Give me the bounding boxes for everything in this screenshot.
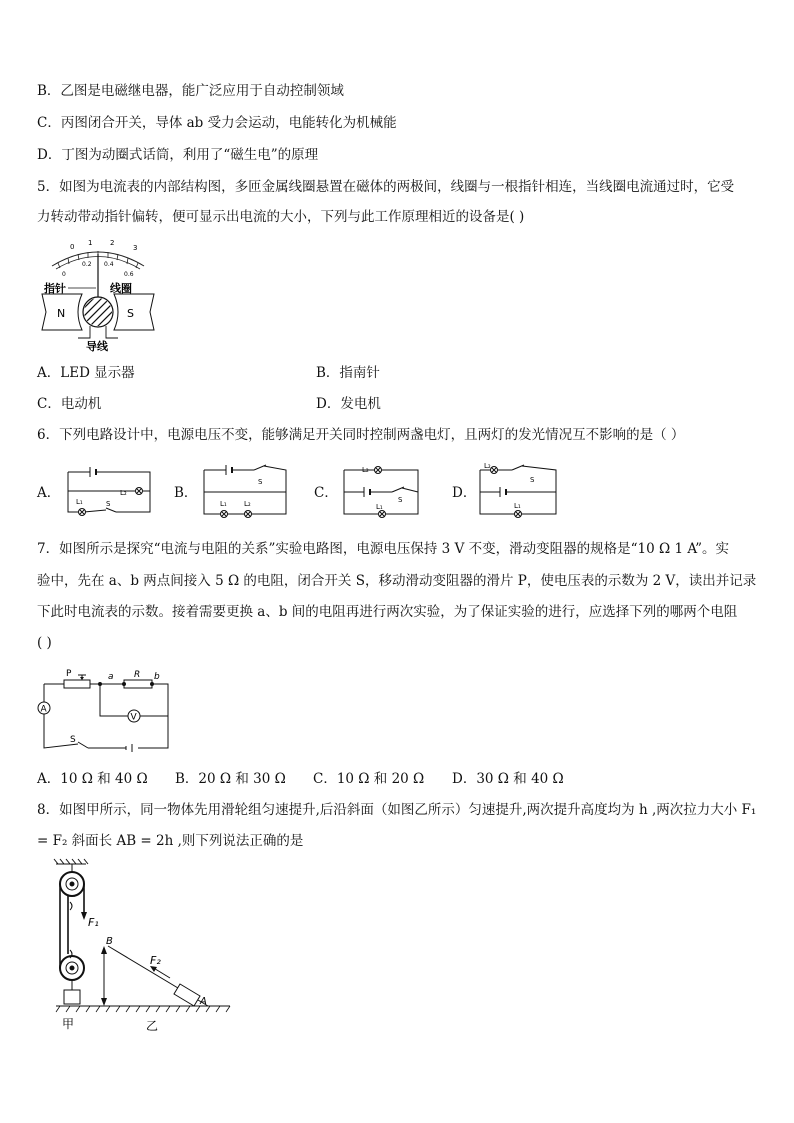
switch-label: S <box>258 478 263 486</box>
wire-label: 导线 <box>86 340 108 353</box>
q6-circuit-a <box>64 464 154 522</box>
ammeter-symbol: A <box>40 704 47 715</box>
switch-label: S <box>106 500 111 508</box>
q6-option-c-letter: C． <box>314 485 338 501</box>
lamp-l1-label: L₁ <box>220 500 227 508</box>
q5-option-a: A．LED 显示器 <box>37 365 135 381</box>
lamp-l1-label: L₁ <box>376 503 383 511</box>
q5-stem-line2: 力转动带动指针偏转，便可显示出电流的大小，下列与此工作原理相近的设备是( ) <box>37 209 525 225</box>
q5-option-c: C．电动机 <box>37 396 102 412</box>
lamp-l2-label: L₂ <box>244 500 251 508</box>
q6-option-a-letter: A． <box>37 485 61 501</box>
q6-option-b-letter: B． <box>174 485 198 501</box>
figure-yi-label: 乙 <box>146 1019 159 1033</box>
ammeter-structure-figure <box>38 236 158 354</box>
q6-circuit-b <box>198 462 290 522</box>
coil-label: 线圈 <box>110 282 132 295</box>
q4-option-c: C．丙图闭合开关，导体 ab 受力会运动，电能转化为机械能 <box>37 115 397 131</box>
q7-option-c: C．10 Ω 和 20 Ω <box>313 771 425 787</box>
q8-stem-line2: = F₂ 斜面长 AB = 2h ,则下列说法正确的是 <box>37 833 304 849</box>
q7-stem-line1: 7．如图所示是探究“电流与电阻的关系”实验电路图，电源电压保持 3 V 不变，滑动变阻器的规格是“10 Ω 1 A”。实 <box>37 541 730 557</box>
q7-stem-line3: 下此时电流表的示数。接着需要更换 a、b 间的电阻再进行两次实验，为了保证实验的进行，应选择下列的哪两个电阻 <box>37 604 738 620</box>
scale-top-0: 0 <box>70 243 75 251</box>
switch-s-label: S <box>70 735 76 745</box>
slider-p-label: P <box>66 669 72 679</box>
point-b-label: b <box>154 672 160 682</box>
lamp-l1-label: L₁ <box>514 502 521 510</box>
force-f2-label: F₂ <box>150 954 161 967</box>
q7-stem-line4: ( ) <box>37 635 52 651</box>
force-f1-label: F₁ <box>88 916 99 929</box>
scale-bottom-3: 0.6 <box>124 271 134 278</box>
q7-option-a: A．10 Ω 和 40 Ω <box>37 771 148 787</box>
magnet-n-label: N <box>57 307 66 320</box>
scale-bottom-1: 0.2 <box>82 261 92 268</box>
q6-stem: 6．下列电路设计中，电源电压不变，能够满足开关同时控制两盏电灯，且两灯的发光情况互不影响的是（ ） <box>37 427 685 443</box>
switch-label: S <box>398 496 403 504</box>
q4-option-d: D．丁图为动圈式话筒，利用了“磁生电”的原理 <box>37 147 319 163</box>
figure-jia-label: 甲 <box>62 1017 75 1031</box>
q6-circuit-d <box>476 462 562 522</box>
scale-bottom-2: 0.4 <box>104 261 114 268</box>
scale-bottom-0: 0 <box>62 271 66 278</box>
q7-option-d: D．30 Ω 和 40 Ω <box>452 771 564 787</box>
q6-circuit-c <box>338 462 424 524</box>
point-b-label: B <box>106 936 113 947</box>
q8-pulley-incline-figure <box>40 858 240 1034</box>
q4-option-b: B．乙图是电磁继电器，能广泛应用于自动控制领域 <box>37 83 344 99</box>
q8-stem-line1: 8．如图甲所示，同一物体先用滑轮组匀速提升,后沿斜面（如图乙所示）匀速提升,两次提升高度均为 h ,两次拉力大小 F₁ <box>37 802 757 818</box>
point-a-label: A <box>200 996 207 1007</box>
switch-label: S <box>530 476 535 484</box>
scale-top-3: 3 <box>133 244 138 252</box>
lamp-l2-label: L₂ <box>120 489 127 497</box>
q7-stem-line2: 验中，先在 a、b 两点间接入 5 Ω 的电阻，闭合开关 S，移动滑动变阻器的滑片 P，使电压表的示数为 2 V，读出并记录 <box>37 573 757 589</box>
pointer-label: 指针 <box>44 282 66 295</box>
magnet-s-label: S <box>127 307 134 320</box>
q5-stem-line1: 5．如图为电流表的内部结构图，多匝金属线圈悬置在磁体的两极间，线圈与一根指针相连，当线圈电流通过时，它受 <box>37 179 735 195</box>
voltmeter-symbol: V <box>130 712 137 723</box>
resistor-r-label: R <box>134 670 141 680</box>
scale-top-1: 1 <box>88 239 93 247</box>
q5-option-d: D．发电机 <box>316 396 381 412</box>
q6-option-d-letter: D． <box>452 485 477 501</box>
q5-option-b: B．指南针 <box>316 365 380 381</box>
lamp-l2-label: L₂ <box>484 462 491 470</box>
point-a-label: a <box>108 672 114 682</box>
lamp-l1-label: L₁ <box>76 498 83 506</box>
q7-option-b: B．20 Ω 和 30 Ω <box>175 771 286 787</box>
scale-top-2: 2 <box>110 239 115 247</box>
lamp-l2-label: L₂ <box>362 466 369 474</box>
q7-circuit-figure <box>34 664 176 754</box>
